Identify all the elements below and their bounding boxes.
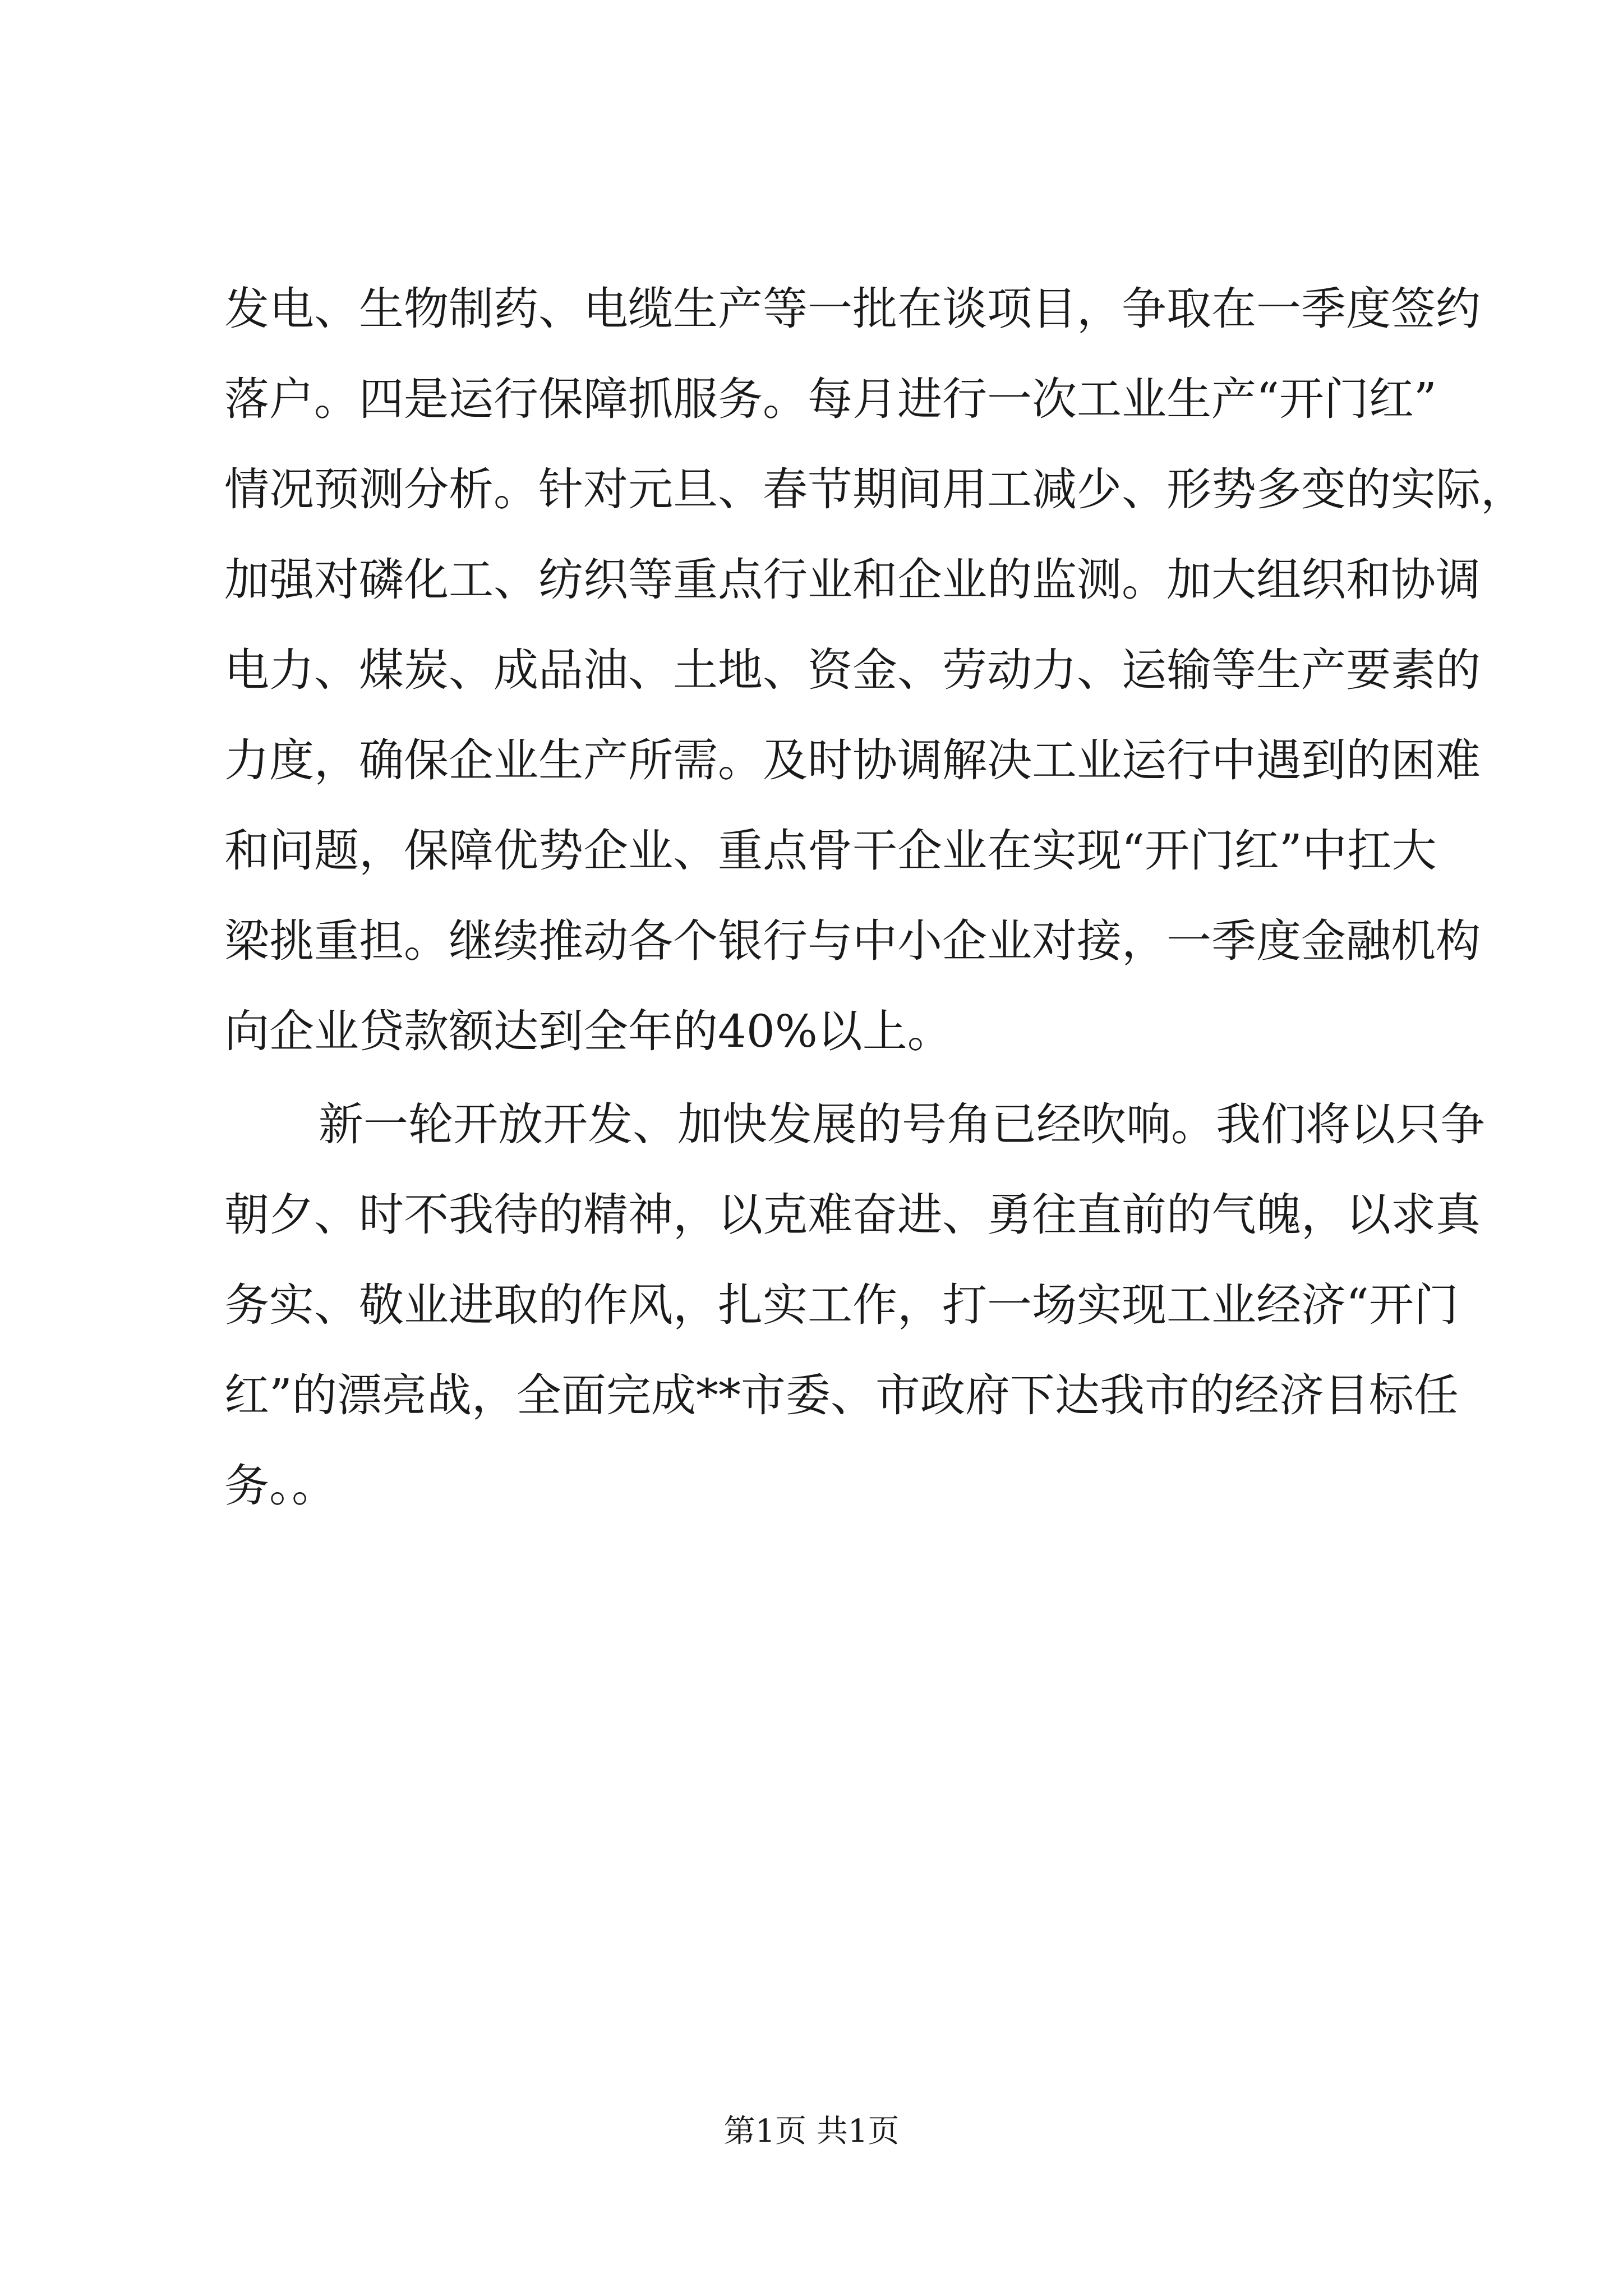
text-line: 务实、敬业进取的作风，扎实工作，打一场实现工业经济“开门 xyxy=(224,1279,1459,1331)
text-line: 梁挑重担。继续推动各个银行与中小企业对接，一季度金融机构 xyxy=(224,915,1481,967)
paragraph xyxy=(224,264,1525,1076)
text-line: 加强对磷化工、纺织等重点行业和企业的监测。加大组织和协调 xyxy=(224,554,1481,606)
paragraph xyxy=(224,1079,1485,1531)
text-line: 朝夕、时不我待的精神，以克难奋进、勇往直前的气魄，以求真 xyxy=(224,1189,1481,1241)
text-line: 新一轮开放开发、加快发展的号角已经吹响。我们将以只争 xyxy=(319,1098,1485,1151)
text-line: 落户。四是运行保障抓服务。每月进行一次工业生产“开门红” xyxy=(224,373,1437,425)
text-line: 向企业贷款额达到全年的40%以上。 xyxy=(224,1005,952,1057)
text-line: 红”的漂亮战，全面完成**市委、市政府下达我市的经济目标任 xyxy=(224,1369,1459,1421)
text-line: 务。。 xyxy=(224,1460,336,1512)
document-body xyxy=(224,264,1525,1531)
text-line: 情况预测分析。针对元旦、春节期间用工减少、形势多变的实际， xyxy=(224,463,1525,516)
text-line: 力度，确保企业生产所需。及时协调解决工业运行中遇到的困难 xyxy=(224,734,1481,786)
page-number-footer: 第1页 共1页 xyxy=(723,2113,900,2150)
text-line: 电力、煤炭、成品油、土地、资金、劳动力、运输等生产要素的 xyxy=(224,644,1481,696)
text-line: 发电、生物制药、电缆生产等一批在谈项目，争取在一季度签约 xyxy=(224,283,1481,335)
text-line: 和问题，保障优势企业、重点骨干企业在实现“开门红”中扛大 xyxy=(224,825,1437,877)
